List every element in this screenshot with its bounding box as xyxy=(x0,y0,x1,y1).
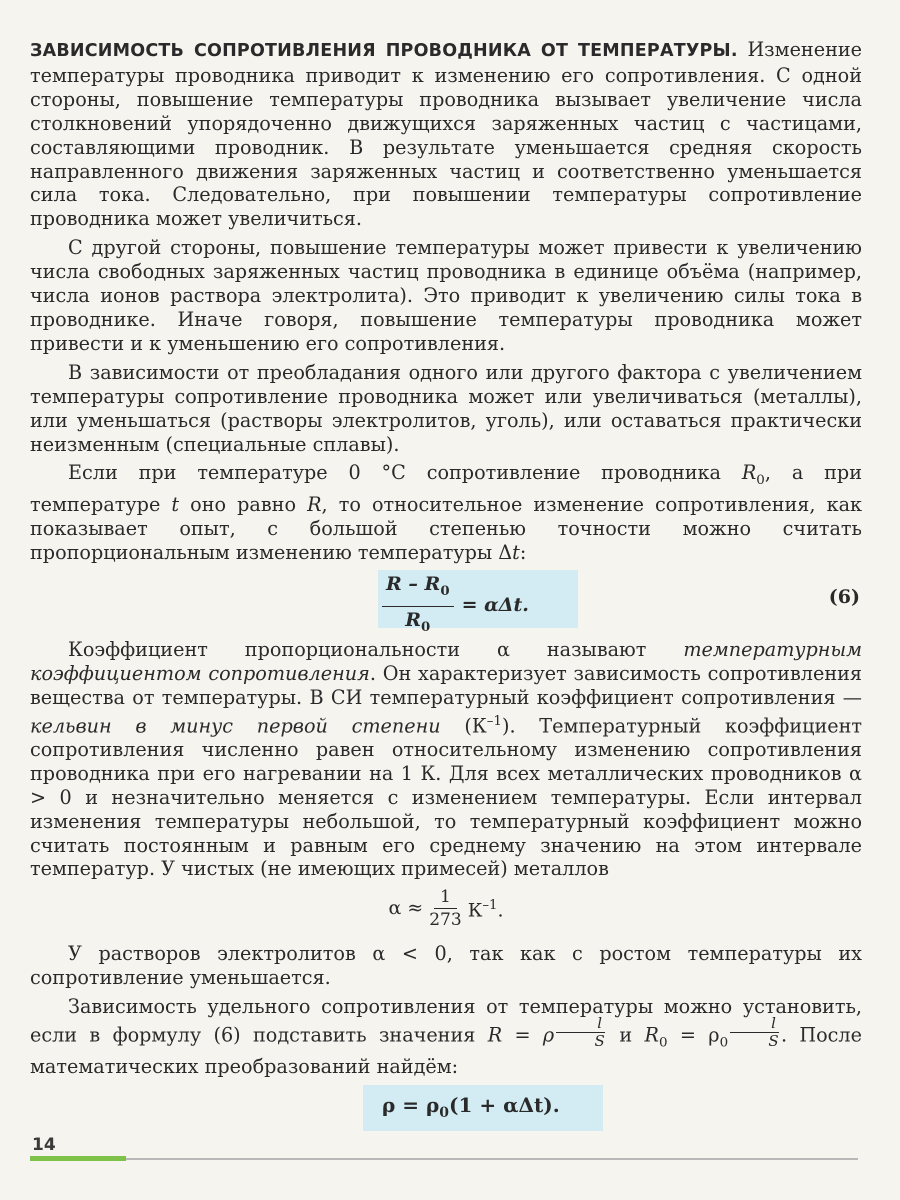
paragraph-7: Зависимость удельного сопротивления от температуры можно установить, если в формулу (6) подставить значения R = ρ $\frac{l}{S}$ и $R_0 = \rho_0$ $\frac{l}{S}$ . После математических преобразований найдём: xyxy=(30,995,862,1079)
final-formula: $\rho = \rho_0(1 + \alpha\Delta t)$. xyxy=(30,1085,862,1135)
footer-accent-line xyxy=(30,1156,126,1161)
section-heading: ЗАВИСИМОСТЬ СОПРОТИВЛЕНИЯ ПРОВОДНИКА ОТ ТЕМПЕРАТУРЫ. xyxy=(30,41,738,61)
page-number: 14 xyxy=(32,1135,56,1155)
unit-name: кельвин в минус первой степени xyxy=(30,713,441,737)
paragraph-6: У растворов электролитов α < 0, так как с ростом температуры их сопротивление уменьшается. xyxy=(30,942,862,990)
paragraph-1-text: Изменение температуры проводника приводит к изменению его сопротивления. С одной стороны, повышение температуры проводника вызывает увеличение числа столкновений упорядоченно движущихся заряженных частиц с частицами, составляющими проводник. В результате уменьшается средняя скорость направленного движения заряженных частиц и соответственно уменьшается сила тока. Следовательно, при повышении температуры сопротивление проводника может увеличиться. xyxy=(30,38,862,231)
formula-fraction: $\frac{R - R_0}{R_0}$ xyxy=(382,572,454,640)
term-temperature-coefficient: температурным коэффициентом сопротивления xyxy=(30,637,862,685)
formula-rhs: = αΔt. xyxy=(461,593,529,616)
page-footer xyxy=(30,1130,862,1170)
formula-6 xyxy=(30,570,862,635)
paragraph-1 xyxy=(30,38,862,231)
equation-number: (6) xyxy=(828,585,860,608)
body-text xyxy=(30,38,862,1135)
paragraph-4: Если при температуре 0 °С сопротивление проводника $R_0$, а при температуре t оно равно R, то относительное изменение сопротивления, как показывает опыт, с большой степенью точности можно считать пропорциональным изменению температуры Δt: xyxy=(30,461,863,564)
alpha-formula: α ≈ $\frac{1}{273}$ $К^{-1}$. xyxy=(388,887,504,931)
footer-rule xyxy=(126,1158,858,1160)
paragraph-2: С другой стороны, повышение температуры может привести к увеличению числа свободных заряженных частиц проводника в единице объёма (например, числа ионов раствора электролита). Это приводит к увеличению силы тока в проводнике. Иначе говоря, повышение температуры проводника может привести и к уменьшению его сопротивления. xyxy=(30,236,862,355)
paragraph-3: В зависимости от преобладания одного или другого фактора с увеличением температуры сопротивление проводника может или увеличиваться (металлы), или уменьшаться (растворы электролитов, уголь), или оставаться практически неизменным (специальные сплавы). xyxy=(30,360,862,456)
paragraph-5: Коэффициент пропорциональности α называют температурным коэффициентом сопротивления. Он характеризует зависимость сопротивления вещества от температуры. В СИ температурный коэффициент сопротивления — кельвин в минус первой степени $(К^{-1})$. Температурный коэффициент сопротивления численно равен относительному изменению сопротивления проводника при его нагревании на 1 К. Для всех металлических проводников α > 0 и незначительно меняется с изменением температуры. Если интервал изменения температуры небольшой, то температурный коэффициент можно считать постоянным и равным его среднему значению на этом интервале температур. У чистых (не имеющих примесей) металлов xyxy=(30,637,863,881)
